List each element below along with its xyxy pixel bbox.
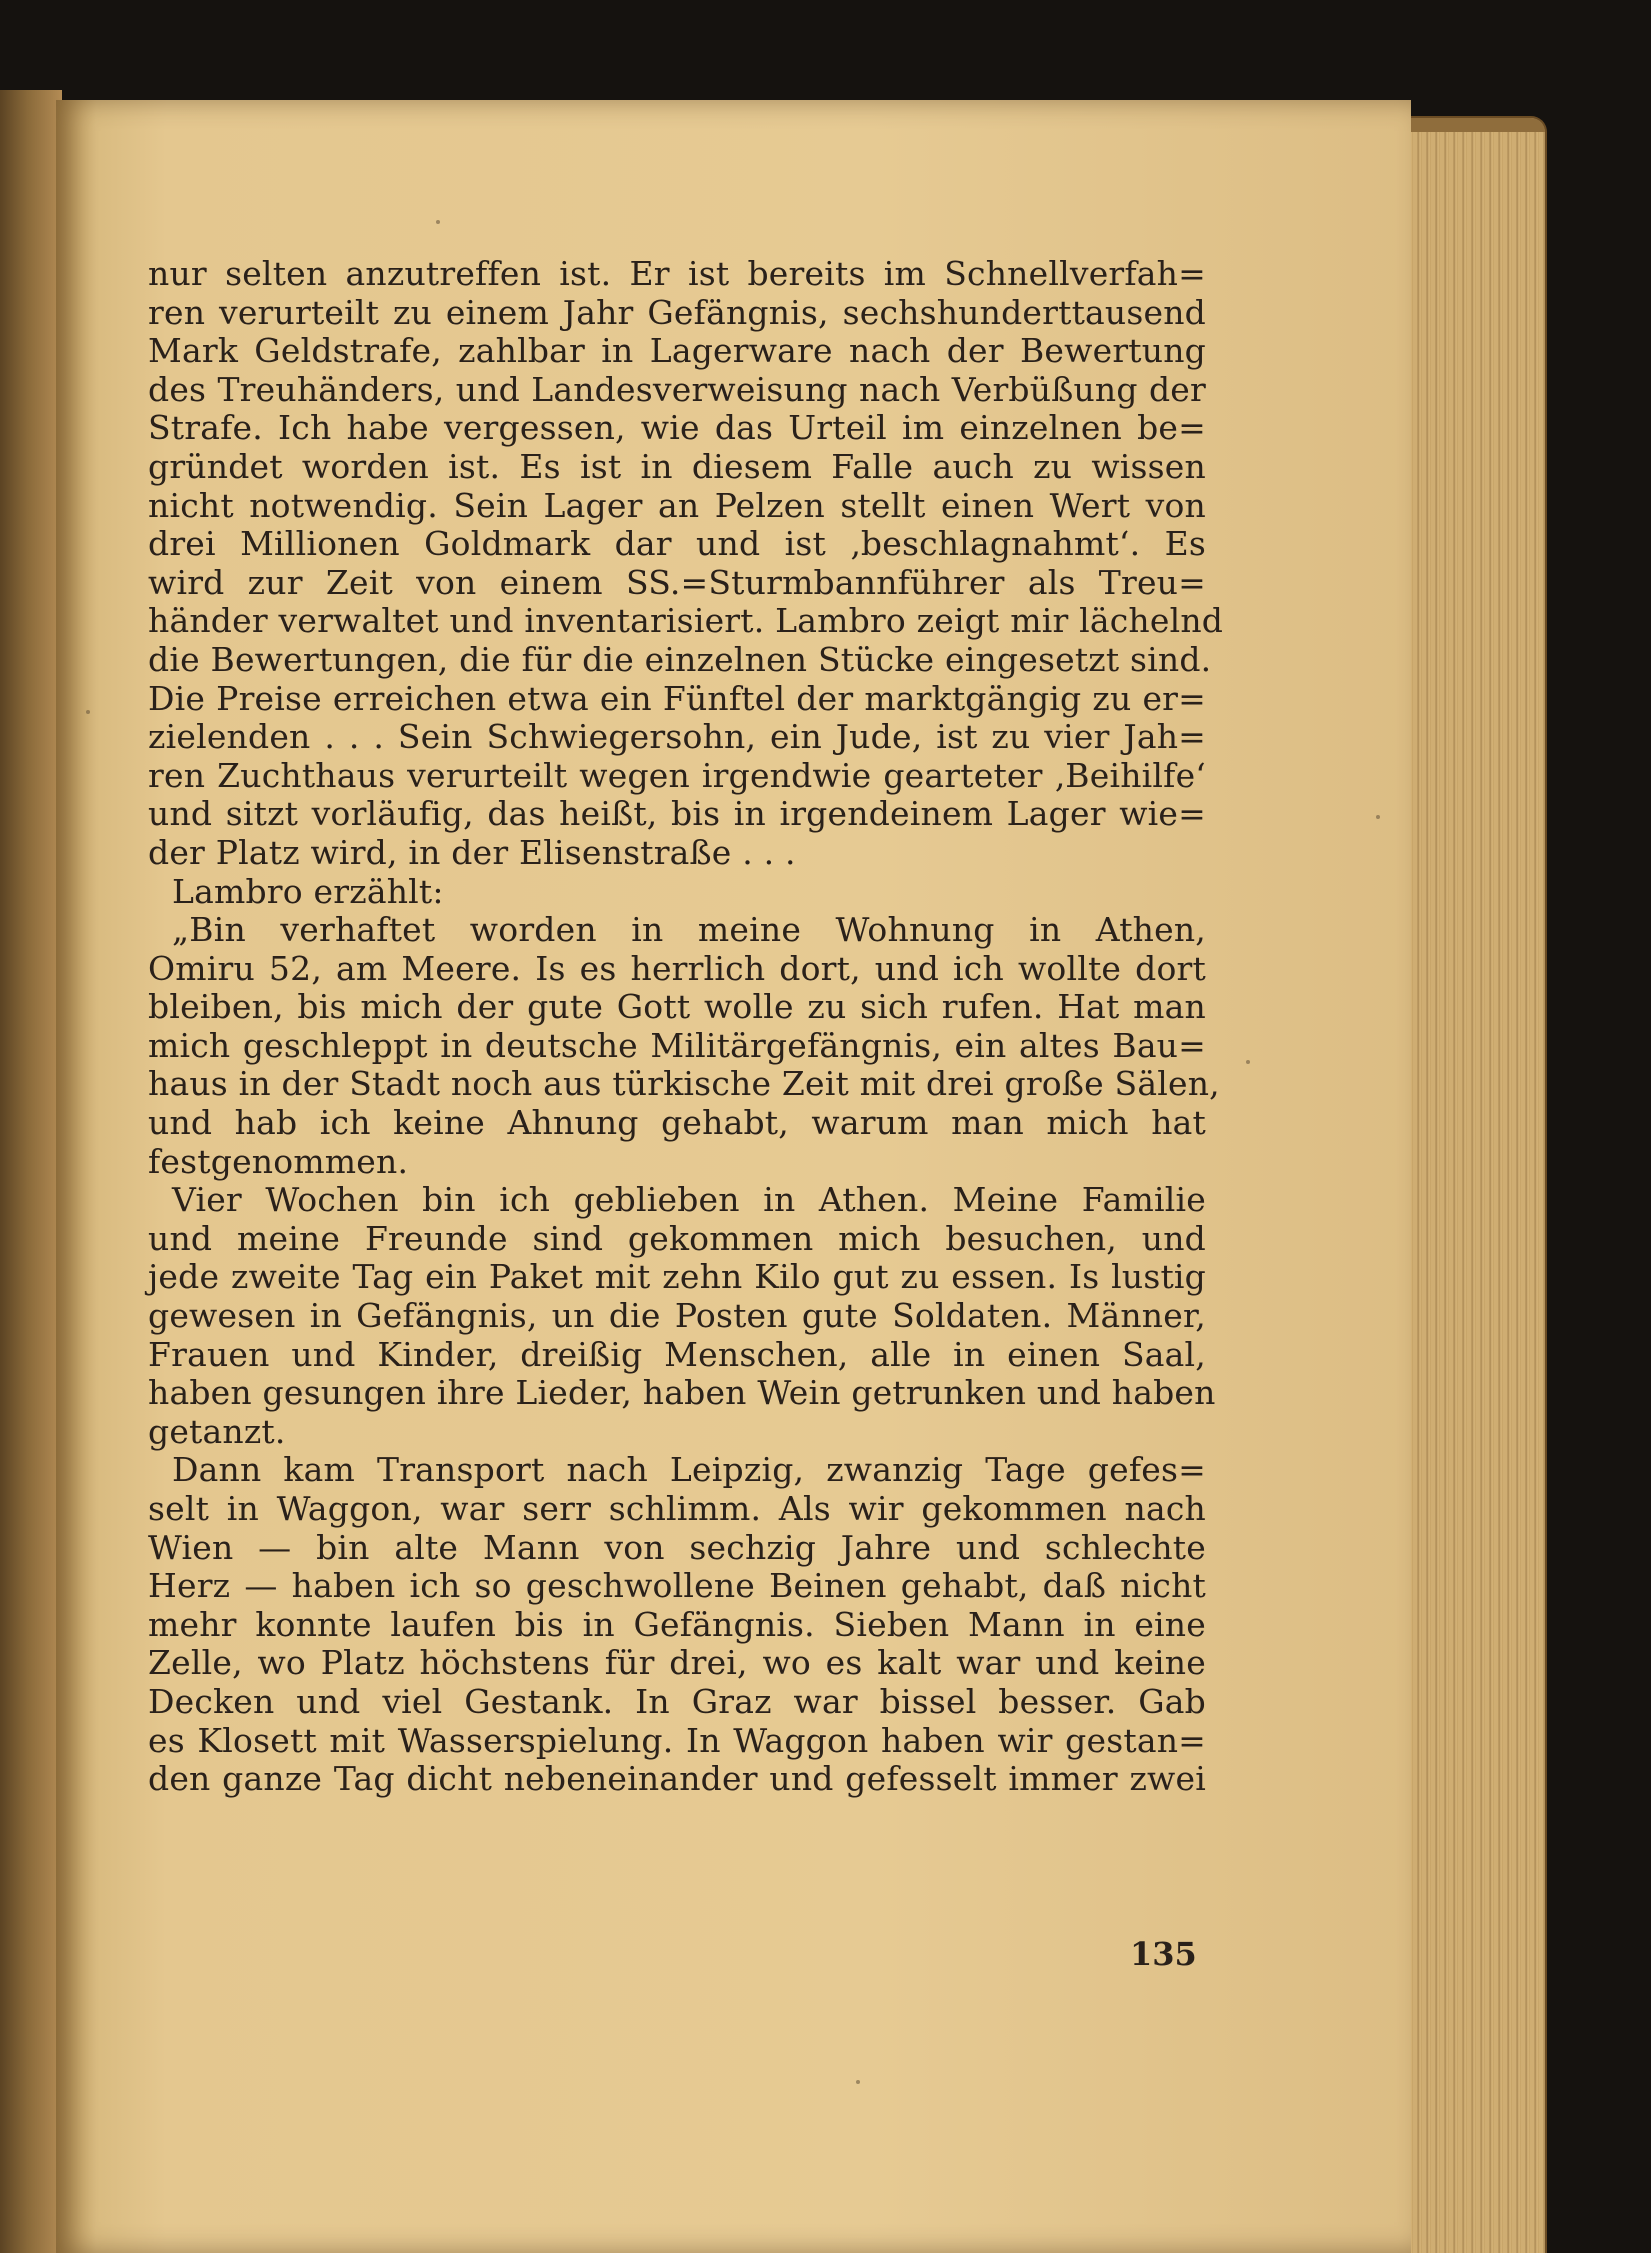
text-line: mich geschleppt in deutsche Militärgefängnis, ein altes Bau= (148, 1025, 1206, 1065)
text-line: des Treuhänders, und Landesverweisung nach Verbüßung der (148, 369, 1206, 409)
text-line: der Platz wird, in der Elisenstraße . . . (148, 832, 796, 872)
page-number: 135 (1130, 1935, 1197, 1973)
text-line: haben gesungen ihre Lieder, haben Wein getrunken und haben (148, 1373, 1216, 1413)
text-line: jede zweite Tag ein Paket mit zehn Kilo gut zu essen. Is lustig (148, 1257, 1206, 1297)
text-line: Decken und viel Gestank. In Graz war bissel besser. Gab (148, 1681, 1206, 1721)
text-line: Lambro erzählt: (172, 871, 444, 911)
text-line: Mark Geldstrafe, zahlbar in Lagerware nach der Bewertung (148, 331, 1206, 371)
text-line: haus in der Stadt noch aus türkische Zeit mit drei große Sälen, (148, 1064, 1220, 1104)
text-line: und hab ich keine Ahnung gehabt, warum man mich hat (148, 1103, 1206, 1143)
text-line: Herz — haben ich so geschwollene Beinen gehabt, daß nicht (148, 1566, 1206, 1606)
book-spine-shadow (0, 90, 62, 2253)
paper-speck (1376, 815, 1380, 819)
text-line: den ganze Tag dicht nebeneinander und gefesselt immer zwei (148, 1759, 1206, 1799)
text-line: Vier Wochen bin ich geblieben in Athen. Meine Familie (172, 1180, 1206, 1220)
text-line: Strafe. Ich habe vergessen, wie das Urteil im einzelnen be= (148, 408, 1206, 448)
text-line: Omiru 52, am Meere. Is es herrlich dort, und ich wollte dort (148, 948, 1206, 988)
text-line: Zelle, wo Platz höchstens für drei, wo es kalt war und keine (148, 1643, 1206, 1683)
text-line: die Bewertungen, die für die einzelnen Stücke eingesetzt sind. (148, 639, 1212, 679)
page-edges-top (1395, 118, 1545, 132)
text-line: wird zur Zeit von einem SS.=Sturmbannführer als Treu= (148, 562, 1206, 602)
text-line: drei Millionen Goldmark dar und ist ‚beschlagnahmt‘. Es (148, 524, 1206, 564)
text-line: händer verwaltet und inventarisiert. Lambro zeigt mir lächelnd (148, 601, 1224, 641)
text-line: Frauen und Kinder, dreißig Menschen, alle in einen Saal, (148, 1334, 1206, 1374)
text-line: gewesen in Gefängnis, un die Posten gute Soldaten. Männer, (148, 1296, 1206, 1336)
text-line: Die Preise erreichen etwa ein Fünftel der marktgängig zu er= (148, 678, 1206, 718)
text-line: „Bin verhaftet worden in meine Wohnung in Athen, (172, 910, 1206, 950)
text-line: zielenden . . . Sein Schwiegersohn, ein Jude, ist zu vier Jah= (148, 717, 1206, 757)
page-edges (1395, 118, 1545, 2253)
paper-speck (856, 2080, 860, 2084)
text-line: ren Zuchthaus verurteilt wegen irgendwie gearteter ‚Beihilfe‘ (148, 755, 1206, 795)
paper-speck (436, 220, 440, 224)
text-line: und meine Freunde sind gekommen mich besuchen, und (148, 1218, 1206, 1258)
text-line: selt in Waggon, war serr schlimm. Als wir gekommen nach (148, 1489, 1206, 1528)
text-line: und sitzt vorläufig, das heißt, bis in irgendeinem Lager wie= (148, 794, 1206, 834)
text-line: Wien — bin alte Mann von sechzig Jahre und schlechte (148, 1527, 1206, 1567)
paper-speck (86, 710, 90, 714)
text-line: ren verurteilt zu einem Jahr Gefängnis, sechshunderttausend (148, 292, 1206, 332)
paper-speck (1246, 1060, 1250, 1064)
text-line: Dann kam Transport nach Leipzig, zwanzig Tage gefes= (172, 1450, 1206, 1490)
body-text (148, 254, 1224, 1799)
text-line: mehr konnte laufen bis in Gefängnis. Sieben Mann in eine (148, 1604, 1206, 1644)
text-line: getanzt. (148, 1411, 286, 1451)
text-line: nur selten anzutreffen ist. Er ist bereits im Schnellverfah= (148, 254, 1206, 293)
text-line: bleiben, bis mich der gute Gott wolle zu sich rufen. Hat man (148, 987, 1206, 1027)
text-line: nicht notwendig. Sein Lager an Pelzen stellt einen Wert von (148, 485, 1206, 525)
text-line: gründet worden ist. Es ist in diesem Falle auch zu wissen (148, 446, 1206, 486)
text-line: festgenommen. (148, 1141, 409, 1181)
text-line: es Klosett mit Wasserspielung. In Waggon haben wir gestan= (148, 1720, 1206, 1760)
